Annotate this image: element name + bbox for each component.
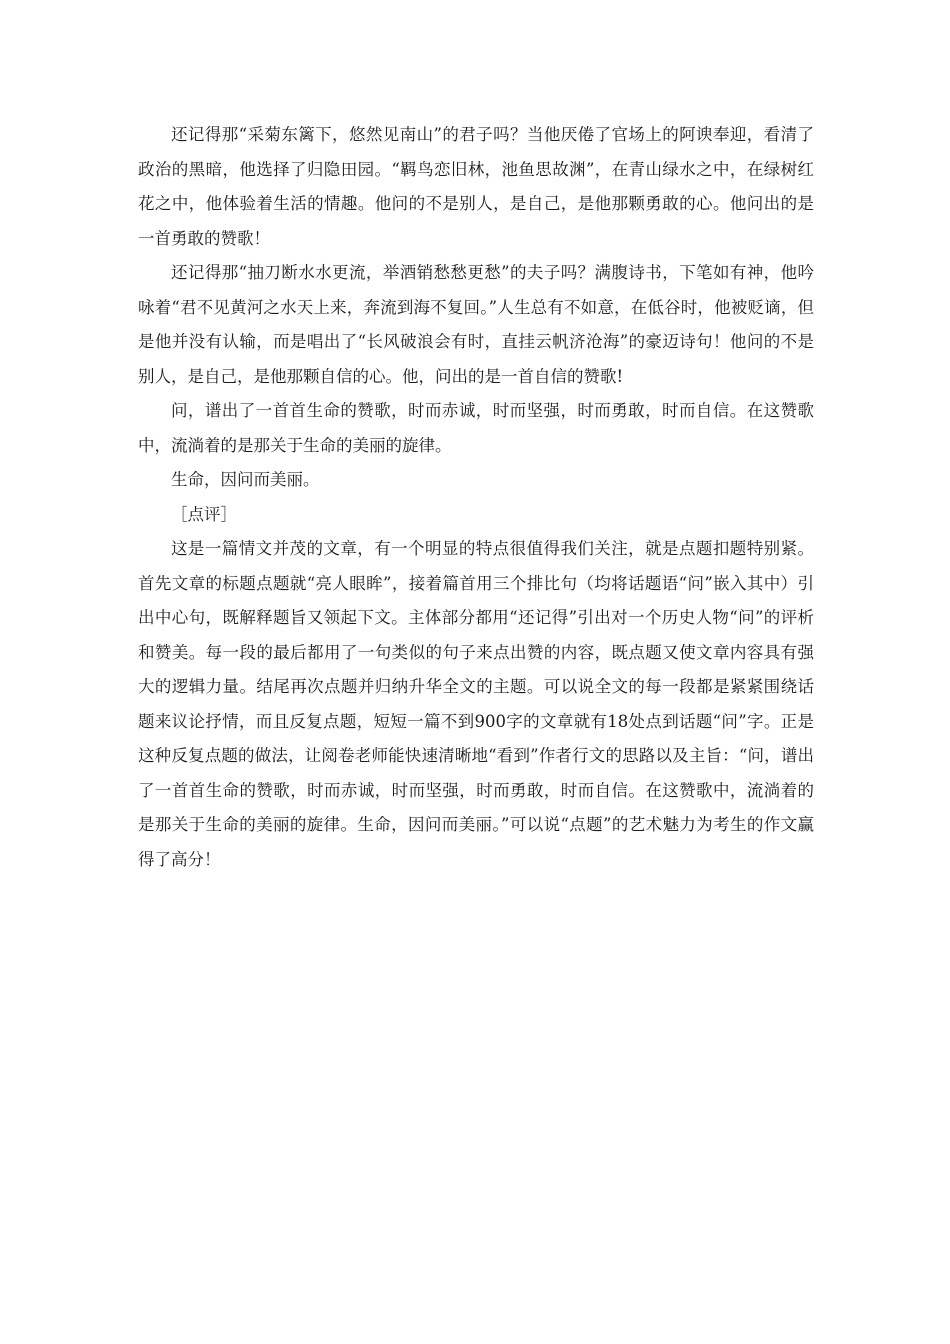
paragraph-li-bai: 还记得那“抽刀断水水更流，举酒销愁愁更愁”的夫子吗？满腹诗书，下笔如有神，他吟咏着“君不见黄河之水天上来，奔流到海不复回。”人生总有不如意，在低谷时，他被贬谪，但是他并没有认输，而是唱出了“长风破浪会有时，直挂云帆济沧海”的豪迈诗句！他问的不是别人，是自己，是他那颗自信的心。他，问出的是一首自信的赞歌! xyxy=(138,263,814,386)
document-body xyxy=(138,118,814,877)
comment-paragraph: 这是一篇情文并茂的文章，有一个明显的特点很值得我们关注，就是点题扣题特别紧。首先文章的标题点题就“亮人眼眸”，接着篇首用三个排比句（均将话题语“问”嵌入其中）引出中心句，既解释题旨又领起下文。主体部分都用“还记得”引出对一个历史人物“问”的评析和赞美。每一段的最后都用了一句类似的句子来点出赞的内容，既点题又使文章内容具有强大的逻辑力量。结尾再次点题并归纳升华全文的主题。可以说全文的每一段都是紧紧围绕话题来议论抒情，而且反复点题，短短一篇不到900字的文章就有18处点到话题“问”字。正是这种反复点题的做法，让阅卷老师能快速清晰地“看到”作者行文的思路以及主旨：“问，谱出了一首首生命的赞歌，时而赤诚，时而坚强，时而勇敢，时而自信。在这赞歌中，流淌着的是那关于生命的美丽的旋律。生命，因问而美丽。”可以说“点题”的艺术魅力为考生的作文赢得了高分！ xyxy=(138,539,814,869)
paragraph-tao-yuanming: 还记得那“采菊东篱下，悠然见南山”的君子吗？当他厌倦了官场上的阿谀奉迎，看清了政治的黑暗，他选择了归隐田园。“羁鸟恋旧林，池鱼思故渊”，在青山绿水之中，在绿树红花之中，他体验着生活的情趣。他问的不是别人，是自己，是他那颗勇敢的心。他问出的是一首勇敢的赞歌！ xyxy=(138,125,814,248)
paragraph-summary: 问，谱出了一首首生命的赞歌，时而赤诚，时而坚强，时而勇敢，时而自信。在这赞歌中，流淌着的是那关于生命的美丽的旋律。 xyxy=(138,401,814,455)
paragraph-conclusion: 生命，因问而美丽。 xyxy=(171,470,320,489)
comment-heading: ［点评］ xyxy=(171,504,237,524)
